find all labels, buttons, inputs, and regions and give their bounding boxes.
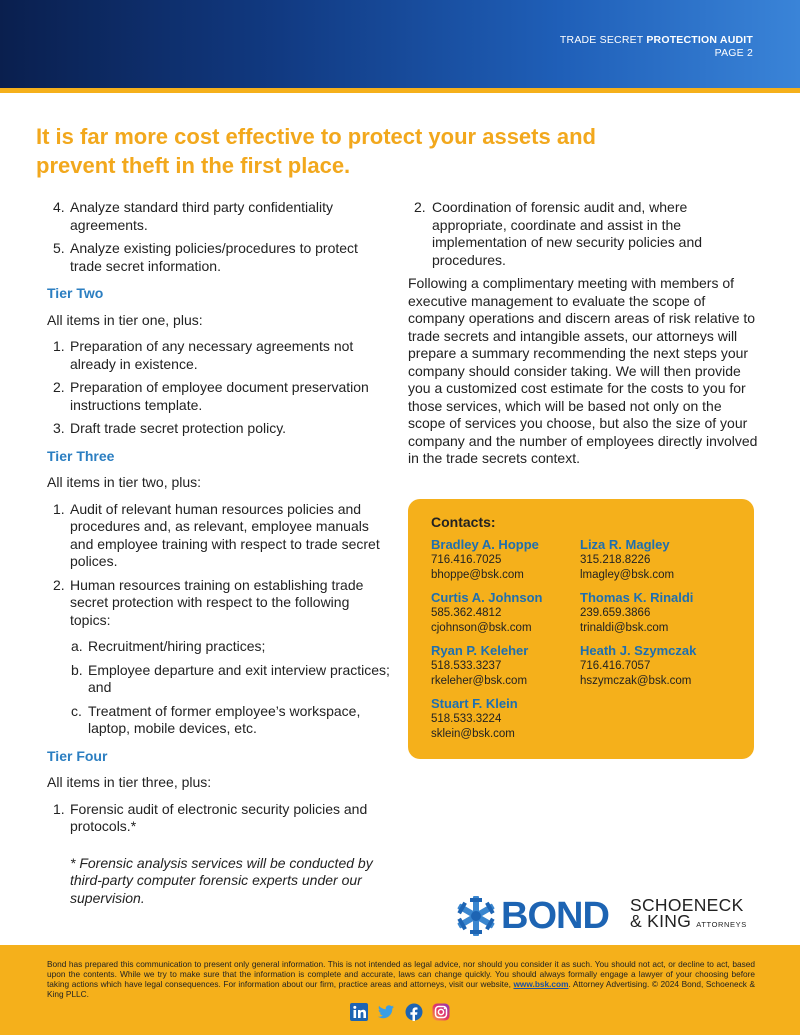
logo-schoeneck-king-text: SCHOENECK & KING ATTORNEYS	[630, 895, 747, 931]
twitter-icon[interactable]	[377, 1003, 395, 1021]
contacts-title: Contacts:	[431, 514, 496, 530]
snowflake-logo-icon	[455, 894, 497, 938]
contact-card	[431, 643, 591, 689]
contact-email[interactable]: sklein@bsk.com	[431, 728, 515, 740]
contact-email[interactable]: trinaldi@bsk.com	[580, 622, 669, 634]
tier-two-title: Tier Two	[47, 285, 104, 301]
list-item: 3. Draft trade secret protection policy.	[53, 420, 287, 436]
linkedin-icon[interactable]	[350, 1003, 368, 1021]
legal-disclaimer: Bond has prepared this communication to present only general information. This is not intended as legal advice, nor should you consider it as such. You should not act, or decline to act, based upon the contents. While we try to make sure that the information is complete and accurate, laws can change quickly. You should always formally engage a lawyer of your choosing before taking actions which have legal consequences. For information about our firm, practice areas and attorneys, visit our website, www.bsk.com. Attorney Advertising. © 2024 Bond, Schoeneck & King PLLC.	[47, 959, 755, 999]
contact-email[interactable]: rkeleher@bsk.com	[431, 675, 528, 687]
contact-name: Liza R. Magley	[580, 537, 670, 552]
contact-email[interactable]: hszymczak@bsk.com	[580, 675, 692, 687]
contact-card	[431, 696, 591, 742]
sub-list-item: a. Recruitment/hiring practices;	[71, 638, 266, 654]
contact-phone[interactable]: 315.218.8226	[580, 554, 651, 566]
contact-card	[431, 537, 591, 583]
list-item: 1. Audit of relevant human resources policies and procedures and, as relevant, employee manuals and employee training with respect to trade secret polices.	[53, 500, 380, 569]
sub-list-item: b. Employee departure and exit interview practices; and	[71, 661, 390, 695]
page-number: PAGE 2	[714, 47, 753, 59]
bond-logo	[455, 894, 755, 938]
instagram-icon[interactable]	[432, 1003, 450, 1021]
header-stripe	[0, 88, 800, 93]
contact-card	[431, 590, 591, 636]
logo-bond-text: BOND	[501, 895, 609, 937]
contact-name: Curtis A. Johnson	[431, 590, 543, 605]
contact-phone[interactable]: 585.362.4812	[431, 607, 502, 619]
list-item: 1. Preparation of any necessary agreements not already in existence.	[53, 338, 354, 372]
left-column	[47, 199, 392, 907]
tier-two-intro: All items in tier one, plus:	[47, 311, 203, 328]
list-item: 2. Human resources training on establishing trade secret protection with respect to the following topics:	[53, 576, 364, 628]
list-item: 2. Coordination of forensic audit and, where appropriate, coordinate and assist in the implementation of new security policies and procedures.	[414, 199, 703, 268]
contact-card	[580, 590, 740, 636]
contact-phone[interactable]: 239.659.3866	[580, 607, 651, 619]
contact-email[interactable]: bhoppe@bsk.com	[431, 569, 524, 581]
list-item: 5. Analyze existing policies/procedures to protect trade secret information.	[53, 240, 358, 274]
website-link[interactable]: www.bsk.com	[513, 979, 569, 989]
contact-email[interactable]: lmagley@bsk.com	[580, 569, 675, 581]
tier-four-intro: All items in tier three, plus:	[47, 774, 212, 790]
contact-email[interactable]: cjohnson@bsk.com	[431, 622, 532, 634]
contact-card	[580, 643, 740, 689]
contact-phone[interactable]: 518.533.3237	[431, 660, 502, 672]
header-banner	[0, 0, 800, 88]
contacts-box	[408, 499, 754, 759]
header-title-prefix: TRADE SECRET	[559, 34, 647, 46]
right-column	[408, 199, 760, 468]
contact-name: Bradley A. Hoppe	[431, 537, 539, 552]
footnote: * Forensic analysis services will be conducted by third-party computer forensic experts under our supervision.	[70, 854, 373, 906]
header-title-bold: PROTECTION AUDIT	[646, 34, 753, 46]
contact-phone[interactable]: 716.416.7025	[431, 554, 502, 566]
tier-three-title: Tier Three	[47, 447, 115, 464]
contact-phone[interactable]: 716.416.7057	[580, 660, 651, 672]
contact-card	[580, 537, 740, 583]
contact-name: Ryan P. Keleher	[431, 643, 529, 658]
headline: It is far more cost effective to protect your assets and prevent theft in the first place.	[36, 124, 596, 178]
facebook-icon[interactable]	[405, 1003, 423, 1021]
contact-phone[interactable]: 518.533.3224	[431, 713, 502, 725]
tier-four-title: Tier Four	[47, 747, 108, 764]
tier-three-intro: All items in tier two, plus:	[47, 474, 202, 490]
list-item: 2. Preparation of employee document preservation instructions template.	[53, 379, 369, 413]
list-item: 1. Forensic audit of electronic security policies and protocols.*	[53, 800, 368, 834]
contact-name: Stuart F. Klein	[431, 696, 518, 711]
sub-list-item: c. Treatment of former employee’s workspace, laptop, mobile devices, etc.	[71, 702, 361, 736]
contact-name: Thomas K. Rinaldi	[580, 590, 694, 605]
footer	[0, 945, 800, 1035]
contact-name: Heath J. Szymczak	[580, 643, 697, 658]
list-item: 4. Analyze standard third party confidentiality agreements.	[53, 199, 334, 233]
header-title	[560, 34, 753, 60]
summary-paragraph: Following a complimentary meeting with members of executive management to evaluate the scope of company operations and discern areas of risk relative to trade secrets and intangible assets, our attorneys will prepare a summary recommending the next steps your company should consider taking. We will then provide you a customized cost estimate for the costs to you for those services, which will be based not only on the scope of services you choose, but also the size of your company and the number of employees directly involved in the trade secrets context.	[408, 275, 758, 466]
